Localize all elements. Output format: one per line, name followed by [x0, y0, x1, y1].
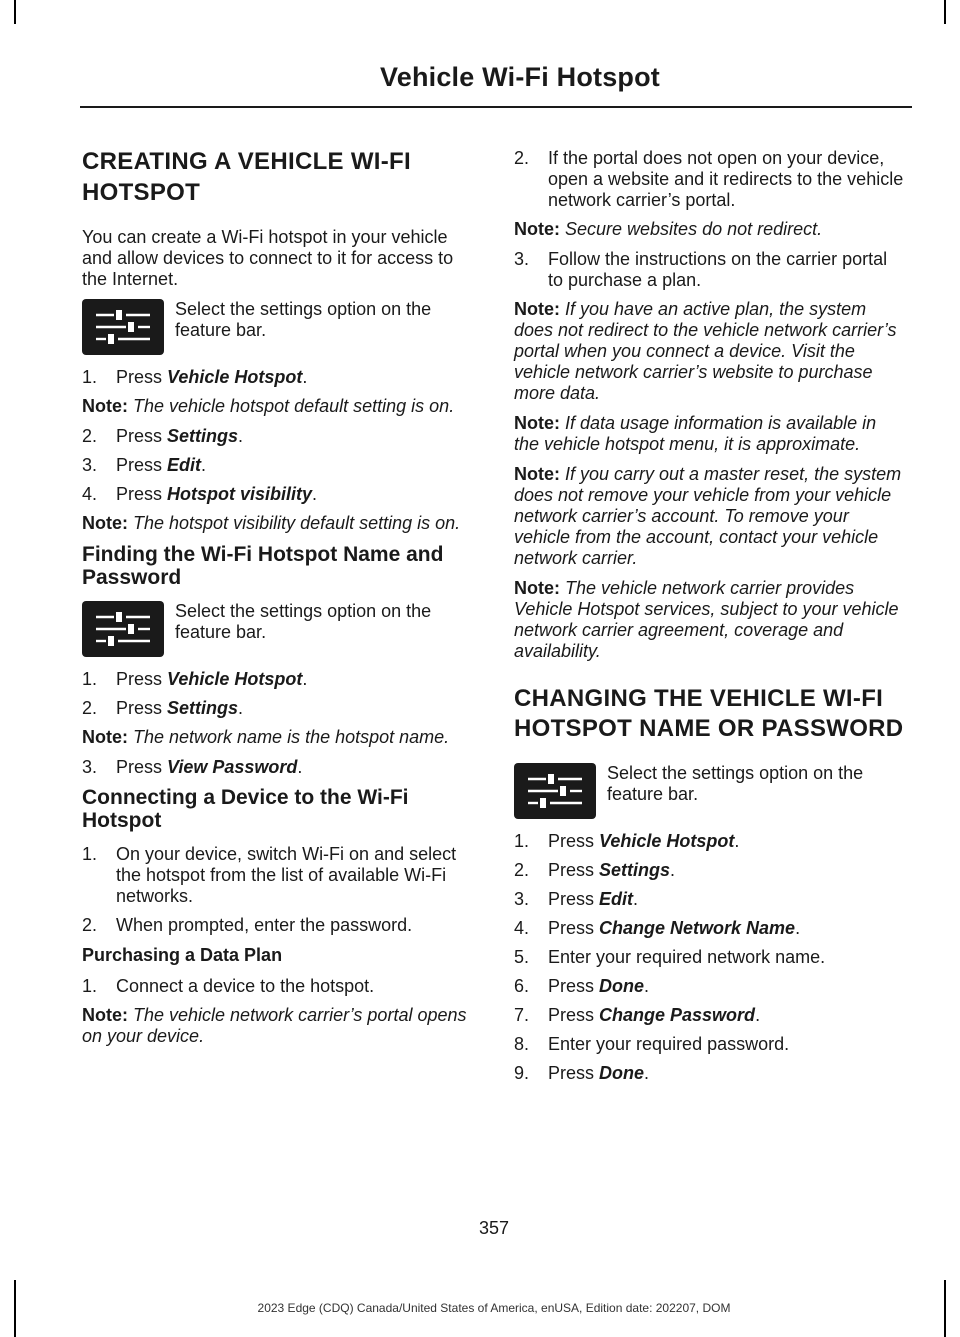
list-item: 7. Press Change Password. — [514, 1005, 761, 1025]
settings-instruction-text: Select the settings option on the feature bar. — [175, 601, 432, 642]
settings-instruction — [82, 601, 474, 657]
right-column — [514, 148, 906, 1092]
note: Note: The hotspot visibility default setting is on. — [82, 513, 461, 533]
list-item: 1. Press Vehicle Hotspot. — [82, 669, 308, 689]
left-column — [82, 146, 474, 1056]
step-list — [82, 426, 474, 505]
note: Note: The vehicle network carrier’s portal opens on your device. — [82, 1005, 467, 1046]
note: Note: If you carry out a master reset, the system does not remove your vehicle from your vehicle network carrier’s account. To remove your vehicle from the account, contact your vehicle network carrier. — [514, 464, 902, 568]
list-item: 4. Press Hotspot visibility. — [82, 484, 318, 504]
page-number: 357 — [478, 1218, 510, 1238]
list-item: 2. Press Settings. — [82, 698, 244, 718]
step-list — [514, 148, 906, 211]
page-footer: 2023 Edge (CDQ) Canada/United States of America, enUSA, Edition date: 202207, DOM — [257, 1301, 731, 1315]
crop-mark-top-left — [14, 0, 16, 24]
list-item: 1. On your device, switch Wi-Fi on and select the hotspot from the list of available Wi-Fi networks. — [82, 844, 457, 906]
settings-instruction — [514, 763, 906, 819]
note: Note: The vehicle hotspot default setting is on. — [82, 396, 455, 416]
header-divider — [80, 106, 912, 108]
settings-instruction-text: Select the settings option on the feature bar. — [607, 763, 864, 804]
list-item: 3. Follow the instructions on the carrier portal to purchase a plan. — [514, 249, 888, 290]
page-header-title: Vehicle Wi-Fi Hotspot — [380, 62, 660, 92]
list-item: 5. Enter your required network name. — [514, 947, 826, 967]
heading-purchasing-data-plan: Purchasing a Data Plan — [82, 945, 283, 965]
list-item: 2. When prompted, enter the password. — [82, 915, 413, 935]
heading-creating-hotspot: CREATING A VEHICLE WI-FI HOTSPOT — [82, 148, 411, 206]
step-list — [82, 757, 474, 778]
note: Note: If you have an active plan, the system does not redirect to the vehicle network carrier’s portal when you connect a device. Visit the vehicle network carrier’s website to purchase more data. — [514, 299, 897, 403]
crop-mark-top-right — [944, 0, 946, 24]
note: Note: The vehicle network carrier provides Vehicle Hotspot services, subject to your vehicle network carrier agreement, coverage and availability. — [514, 578, 899, 661]
settings-instruction-text: Select the settings option on the feature bar. — [175, 299, 432, 340]
note: Note: Secure websites do not redirect. — [514, 219, 823, 239]
list-item: 1. Press Vehicle Hotspot. — [514, 831, 740, 851]
settings-sliders-icon — [82, 299, 164, 355]
heading-finding-name-password: Finding the Wi-Fi Hotspot Name and Password — [82, 543, 444, 589]
step-list — [82, 669, 474, 719]
step-list — [82, 976, 474, 997]
list-item: 1. Connect a device to the hotspot. — [82, 976, 375, 996]
note: Note: The network name is the hotspot name. — [82, 727, 450, 747]
note: Note: If data usage information is available in the vehicle hotspot menu, it is approximate. — [514, 413, 877, 454]
step-list — [82, 844, 474, 936]
list-item: 9. Press Done. — [514, 1063, 650, 1083]
list-item: 2. If the portal does not open on your device, open a website and it redirects to the vehicle network carrier’s portal. — [514, 148, 904, 210]
list-item: 6. Press Done. — [514, 976, 650, 996]
list-item: 4. Press Change Network Name. — [514, 918, 801, 938]
list-item: 3. Press Edit. — [82, 455, 207, 475]
list-item: 2. Press Settings. — [514, 860, 676, 880]
settings-instruction — [82, 299, 474, 355]
settings-sliders-icon — [82, 601, 164, 657]
list-item: 3. Press View Password. — [82, 757, 303, 777]
intro-paragraph: You can create a Wi-Fi hotspot in your vehicle and allow devices to connect to it for access to the Internet. — [82, 227, 454, 289]
list-item: 3. Press Edit. — [514, 889, 639, 909]
list-item: 2. Press Settings. — [82, 426, 244, 446]
step-list — [514, 249, 906, 291]
settings-sliders-icon — [514, 763, 596, 819]
step-list — [514, 831, 906, 1084]
list-item: 8. Enter your required password. — [514, 1034, 790, 1054]
step-list — [82, 367, 474, 388]
heading-connecting-device: Connecting a Device to the Wi-Fi Hotspot — [82, 786, 409, 832]
heading-changing-name-password: CHANGING THE VEHICLE WI-FI HOTSPOT NAME OR PASSWORD — [514, 685, 904, 742]
list-item: 1. Press Vehicle Hotspot. — [82, 367, 308, 387]
